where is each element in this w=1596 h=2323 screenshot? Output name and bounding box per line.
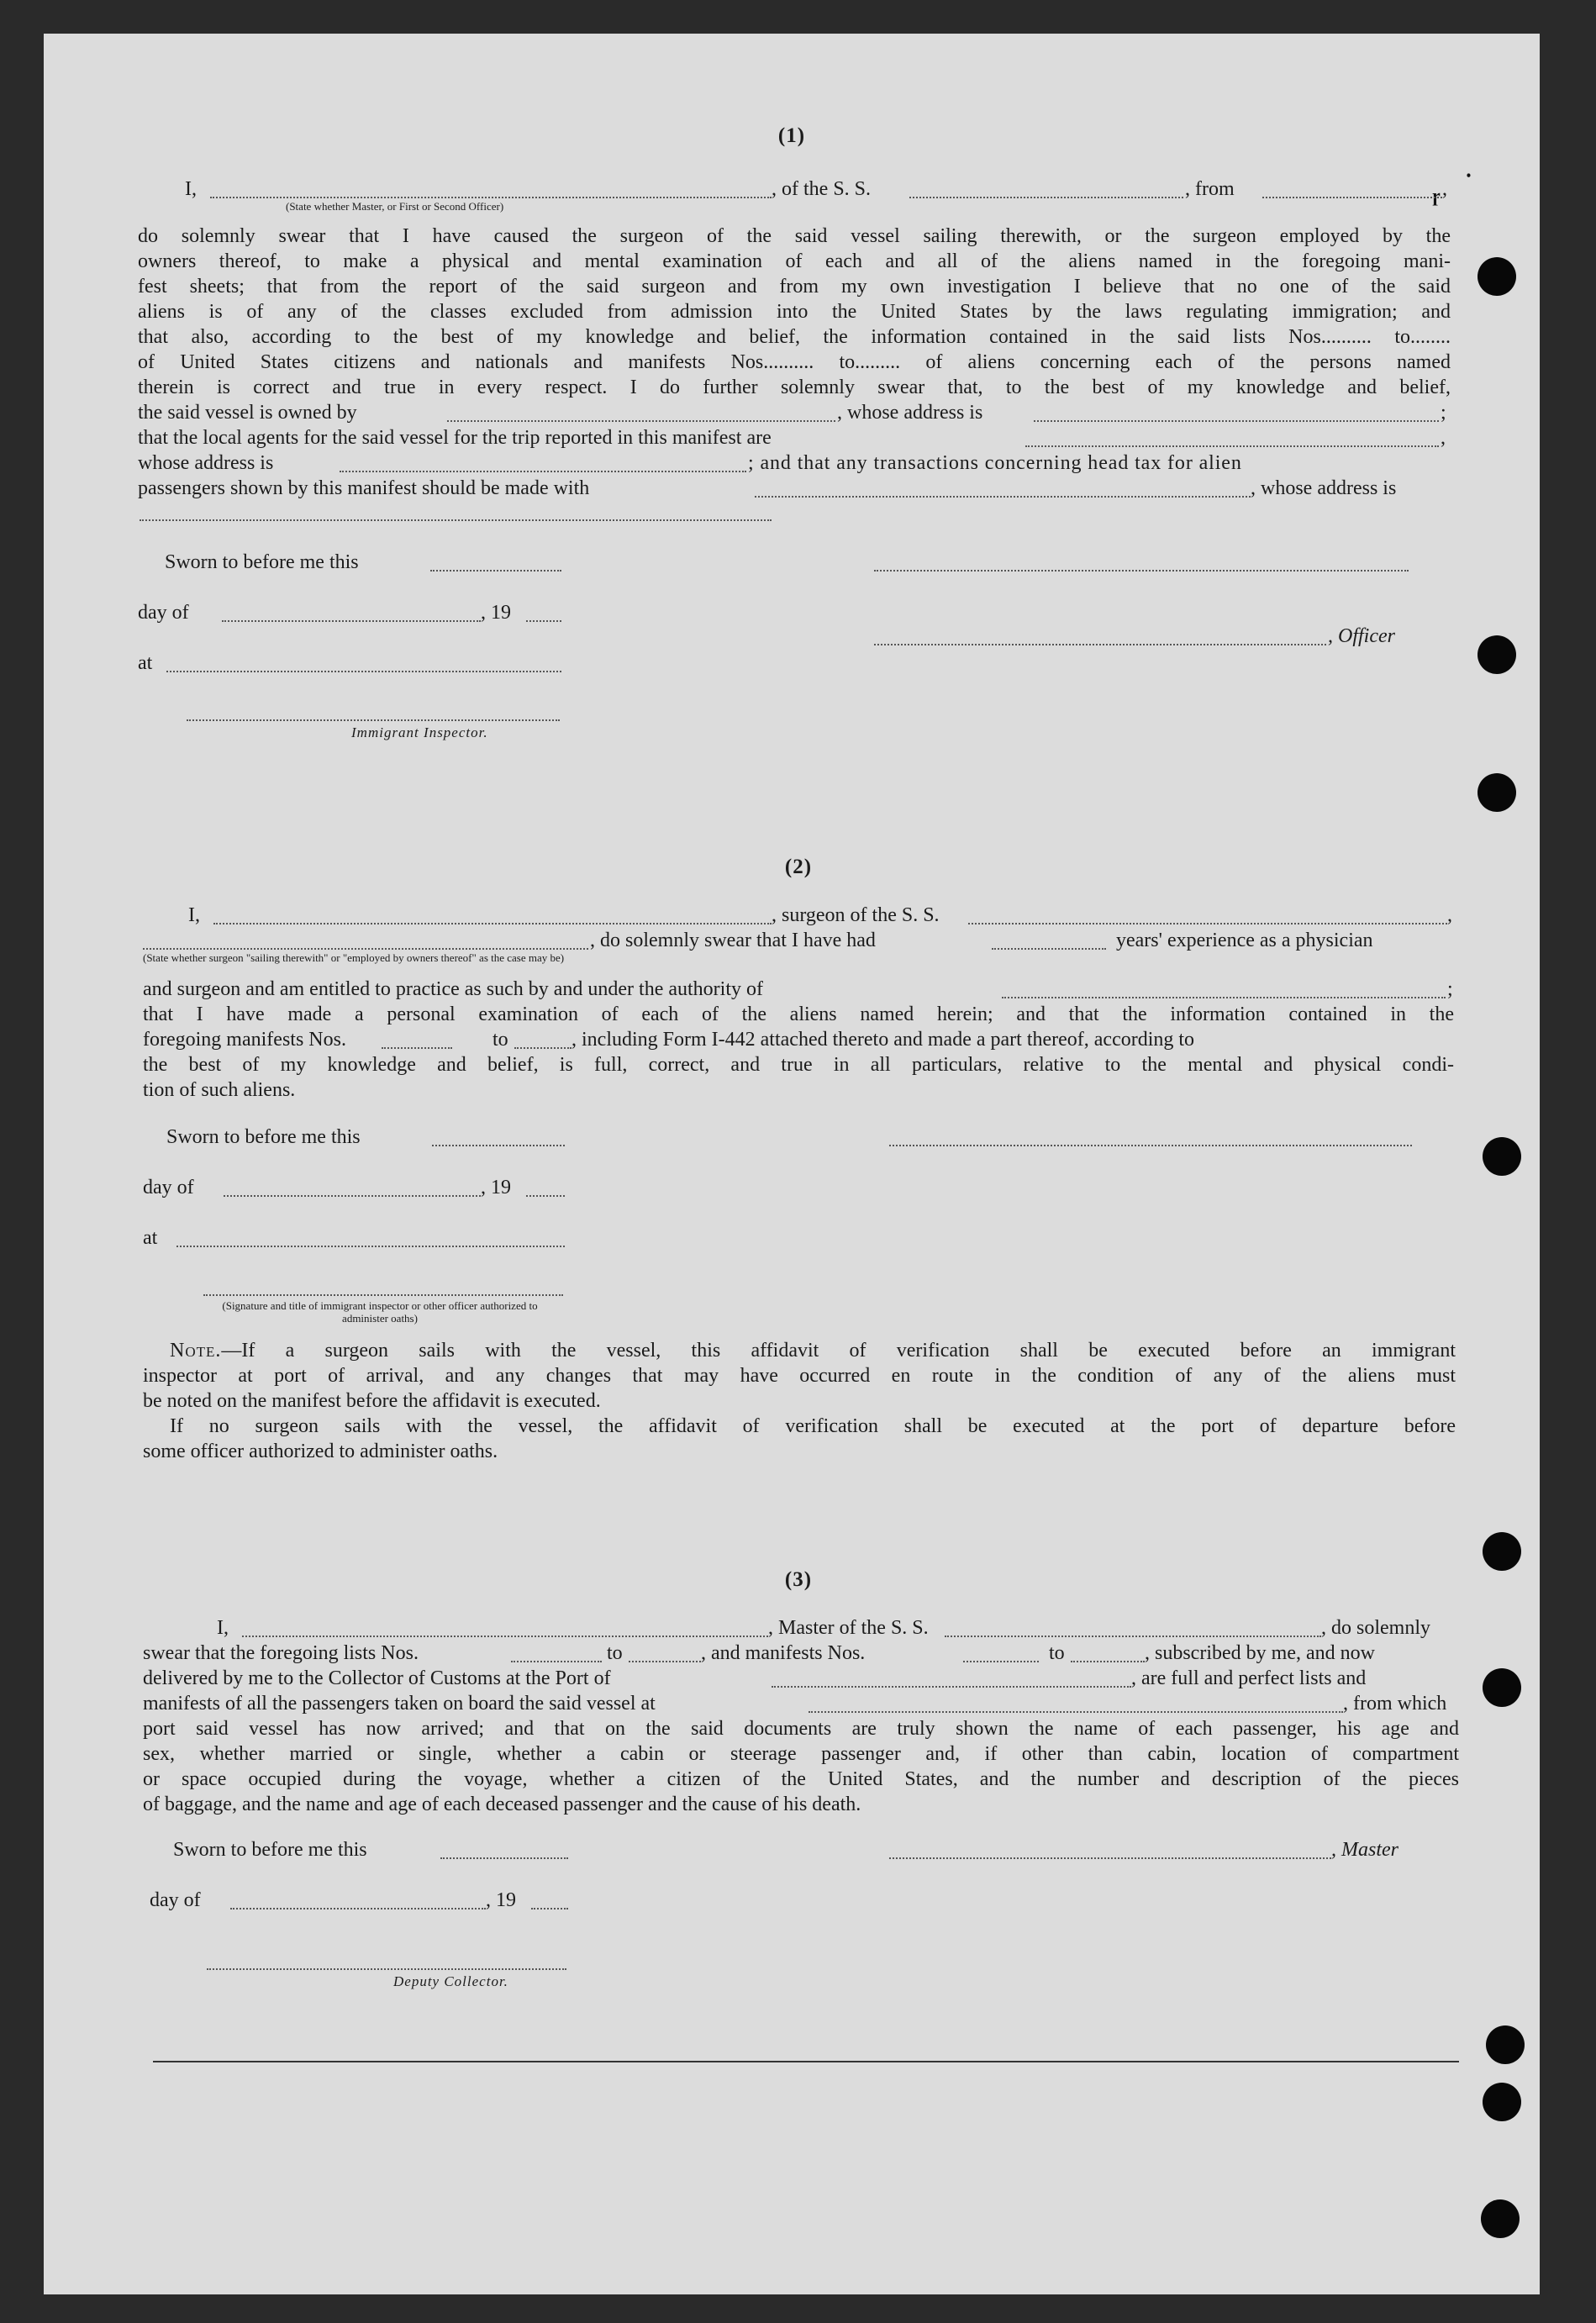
text: , are full and perfect lists and bbox=[1131, 1667, 1367, 1689]
text: day of bbox=[138, 602, 189, 624]
blank-month[interactable] bbox=[224, 1195, 481, 1197]
text: , 19 bbox=[486, 1889, 516, 1911]
caption: (State whether Master, or First or Second Officer) bbox=[286, 200, 504, 213]
master-signature-line[interactable] bbox=[889, 1857, 1331, 1859]
punch-hole bbox=[1477, 257, 1516, 296]
s2-body-line: tion of such aliens. bbox=[143, 1079, 296, 1101]
stray-mark: ɼ bbox=[1432, 185, 1441, 206]
signature-line[interactable] bbox=[874, 570, 1409, 572]
inspector-label: Immigrant Inspector. bbox=[351, 724, 488, 740]
blank-port[interactable] bbox=[772, 1686, 1131, 1688]
s3-body-line: or space occupied during the voyage, whether a citizen of the United States, and the number and description of the pieces bbox=[143, 1768, 1459, 1790]
text: , bbox=[1442, 178, 1447, 200]
blank-vessel[interactable] bbox=[945, 1636, 1321, 1637]
text: at bbox=[138, 652, 153, 674]
caption: (State whether surgeon "sailing therewith" or "employed by owners thereof" as the case may be) bbox=[143, 951, 565, 964]
text: whose address is bbox=[138, 452, 274, 474]
text: Sworn to before me this bbox=[166, 1126, 361, 1148]
text: , do solemnly swear that I have had bbox=[590, 930, 876, 951]
blank-month[interactable] bbox=[230, 1908, 486, 1909]
signature-line[interactable] bbox=[889, 1145, 1412, 1146]
s1-body-line: of United States citizens and nationals and manifests Nos.......... to......... of aliens concerning each of the persons named bbox=[138, 351, 1451, 373]
text: I, bbox=[185, 178, 197, 200]
text: , surgeon of the S. S. bbox=[772, 904, 940, 926]
blank-sworn-day[interactable] bbox=[430, 570, 561, 572]
note-line: some officer authorized to administer oaths. bbox=[143, 1441, 498, 1462]
bottom-rule bbox=[153, 2061, 1459, 2062]
text: years' experience as a physician bbox=[1116, 930, 1373, 951]
blank-sworn-day[interactable] bbox=[432, 1145, 565, 1146]
blank-vessel[interactable] bbox=[968, 923, 1447, 924]
blank-place[interactable] bbox=[166, 671, 561, 672]
s1-body-line: fest sheets; that from the report of the said surgeon and from my own investigation I believe that no one of the said bbox=[138, 276, 1451, 298]
s1-body-line: owners thereof, to make a physical and mental examination of each and all of the aliens named in the foregoing mani- bbox=[138, 250, 1451, 272]
text: to bbox=[607, 1642, 623, 1664]
collector-label: Deputy Collector. bbox=[393, 1973, 508, 1989]
text: passengers shown by this manifest should be made with bbox=[138, 477, 590, 499]
blank-head-tax-address[interactable] bbox=[140, 519, 772, 521]
text: , whose address is bbox=[1251, 477, 1397, 499]
blank-manifests-to[interactable] bbox=[1071, 1661, 1145, 1662]
text: , from which bbox=[1343, 1693, 1447, 1715]
s2-body-line: that I have made a personal examination of each of the aliens named herein; and that the information contained in the bbox=[143, 1003, 1454, 1025]
note-line: inspector at port of arrival, and any changes that may have occurred en route in the condition of any of the aliens must bbox=[143, 1365, 1456, 1387]
text: the said vessel is owned by bbox=[138, 402, 357, 424]
note-label: Note. bbox=[170, 1340, 222, 1362]
s1-body-line: aliens is of any of the classes excluded from admission into the United States by the laws regulating immigration; and bbox=[138, 301, 1451, 323]
s3-body-line: port said vessel has now arrived; and that on the said documents are truly shown the name of each passenger, his age and bbox=[143, 1718, 1459, 1740]
blank-surgeon-name[interactable] bbox=[213, 923, 772, 924]
punch-hole bbox=[1486, 2025, 1525, 2064]
punch-hole bbox=[1477, 635, 1516, 674]
blank-surgeon-type[interactable] bbox=[143, 948, 588, 950]
s1-body-line: do solemnly swear that I have caused the surgeon of the said vessel sailing therewith, or the surgeon employed by the bbox=[138, 225, 1451, 247]
text: , from bbox=[1185, 178, 1235, 200]
officer-signature-line[interactable] bbox=[874, 644, 1326, 645]
section-1-number: (1) bbox=[777, 124, 806, 147]
blank-month[interactable] bbox=[222, 620, 481, 622]
blank-agents[interactable] bbox=[1025, 445, 1439, 447]
blank-owner[interactable] bbox=[447, 420, 835, 422]
blank-years[interactable] bbox=[992, 948, 1106, 950]
blank-lists-from[interactable] bbox=[511, 1661, 602, 1662]
note-line bbox=[143, 1338, 1456, 1363]
text: I, bbox=[217, 1617, 229, 1639]
blank-authority[interactable] bbox=[1002, 997, 1446, 998]
text: ; bbox=[1441, 402, 1446, 424]
s1-body-line: that also, according to the best of my knowledge and belief, the information contained in the said lists Nos.......... to........ bbox=[138, 326, 1451, 348]
text: at bbox=[143, 1227, 158, 1249]
text: to bbox=[1049, 1642, 1065, 1664]
blank-head-tax[interactable] bbox=[755, 496, 1251, 498]
text: that the local agents for the said vessel for the trip reported in this manifest are bbox=[138, 427, 772, 449]
officer-label: , Officer bbox=[1328, 625, 1395, 647]
blank-from-no[interactable] bbox=[382, 1047, 452, 1049]
punch-hole bbox=[1483, 2083, 1521, 2121]
blank-sworn-day[interactable] bbox=[440, 1857, 568, 1859]
text: , bbox=[1447, 904, 1452, 926]
text: Sworn to before me this bbox=[173, 1839, 367, 1861]
stray-mark: ⸱ bbox=[1466, 164, 1472, 188]
blank-from[interactable] bbox=[1262, 197, 1442, 198]
blank-year[interactable] bbox=[526, 1195, 565, 1197]
note-line: If no surgeon sails with the vessel, the affidavit of verification shall be executed at the port of departure before bbox=[170, 1415, 1456, 1437]
signature-caption: (Signature and title of immigrant inspector or other officer authorized to administer oaths) bbox=[222, 1299, 538, 1325]
text: and surgeon and am entitled to practice as such by and under the authority of bbox=[143, 978, 763, 1000]
text: , Master of the S. S. bbox=[768, 1617, 929, 1639]
blank-to-no[interactable] bbox=[514, 1047, 572, 1049]
text: , 19 bbox=[481, 602, 511, 624]
form-sheet bbox=[44, 34, 1540, 2294]
collector-signature-line[interactable] bbox=[207, 1968, 566, 1970]
text: delivered by me to the Collector of Customs at the Port of bbox=[143, 1667, 611, 1689]
text: , and manifests Nos. bbox=[701, 1642, 866, 1664]
punch-hole bbox=[1477, 773, 1516, 812]
blank-vessel[interactable] bbox=[909, 197, 1183, 198]
inspector-signature-line[interactable] bbox=[187, 719, 560, 721]
s1-body-line: therein is correct and true in every respect. I do further solemnly swear that, to the best of my knowledge and belief, bbox=[138, 377, 1451, 398]
note-text: —If a surgeon sails with the vessel, this affidavit of verification shall be executed before an immigrant bbox=[221, 1340, 1456, 1362]
punch-hole bbox=[1483, 1668, 1521, 1707]
text: , 19 bbox=[481, 1177, 511, 1198]
blank-owner-address[interactable] bbox=[1034, 420, 1439, 422]
punch-hole bbox=[1483, 1532, 1521, 1571]
text: swear that the foregoing lists Nos. bbox=[143, 1642, 419, 1664]
text: manifests of all the passengers taken on board the said vessel at bbox=[143, 1693, 656, 1715]
s2-body-line: the best of my knowledge and belief, is full, correct, and true in all particulars, relative to the mental and physical condi- bbox=[143, 1054, 1454, 1076]
blank-officer[interactable] bbox=[210, 197, 772, 198]
text: I, bbox=[188, 904, 200, 926]
blank-year[interactable] bbox=[526, 620, 561, 622]
section-3-number: (3) bbox=[784, 1568, 813, 1591]
text: day of bbox=[150, 1889, 201, 1911]
master-label: , Master bbox=[1331, 1839, 1398, 1861]
section-2-number: (2) bbox=[784, 856, 813, 878]
blank-master-name[interactable] bbox=[242, 1636, 768, 1637]
text: , including Form I-442 attached thereto and made a part thereof, according to bbox=[572, 1029, 1195, 1051]
blank-embark-port[interactable] bbox=[809, 1711, 1343, 1713]
note-line: be noted on the manifest before the affidavit is executed. bbox=[143, 1390, 601, 1412]
punch-hole bbox=[1483, 1137, 1521, 1176]
text: , bbox=[1441, 427, 1446, 449]
text: Sworn to before me this bbox=[165, 551, 359, 573]
blank-manifests-from[interactable] bbox=[963, 1661, 1039, 1662]
blank-agents-address[interactable] bbox=[340, 471, 746, 472]
text: to bbox=[492, 1029, 508, 1051]
text: , whose address is bbox=[837, 402, 983, 424]
s3-body-line: sex, whether married or single, whether a cabin or steerage passenger and, if other than cabin, location of compartment bbox=[143, 1743, 1459, 1765]
text: day of bbox=[143, 1177, 194, 1198]
text: ; bbox=[1447, 978, 1453, 1000]
blank-lists-to[interactable] bbox=[629, 1661, 701, 1662]
blank-place[interactable] bbox=[176, 1246, 565, 1247]
text: , do solemnly bbox=[1321, 1617, 1430, 1639]
inspector-signature-line[interactable] bbox=[203, 1294, 563, 1296]
s3-body-line: of baggage, and the name and age of each deceased passenger and the cause of his death. bbox=[143, 1794, 861, 1815]
text: ; and that any transactions concerning head tax for alien bbox=[748, 452, 1242, 474]
blank-year[interactable] bbox=[531, 1908, 568, 1909]
text: , of the S. S. bbox=[772, 178, 872, 200]
text: foregoing manifests Nos. bbox=[143, 1029, 346, 1051]
text: , subscribed by me, and now bbox=[1145, 1642, 1375, 1664]
punch-hole bbox=[1481, 2199, 1520, 2238]
